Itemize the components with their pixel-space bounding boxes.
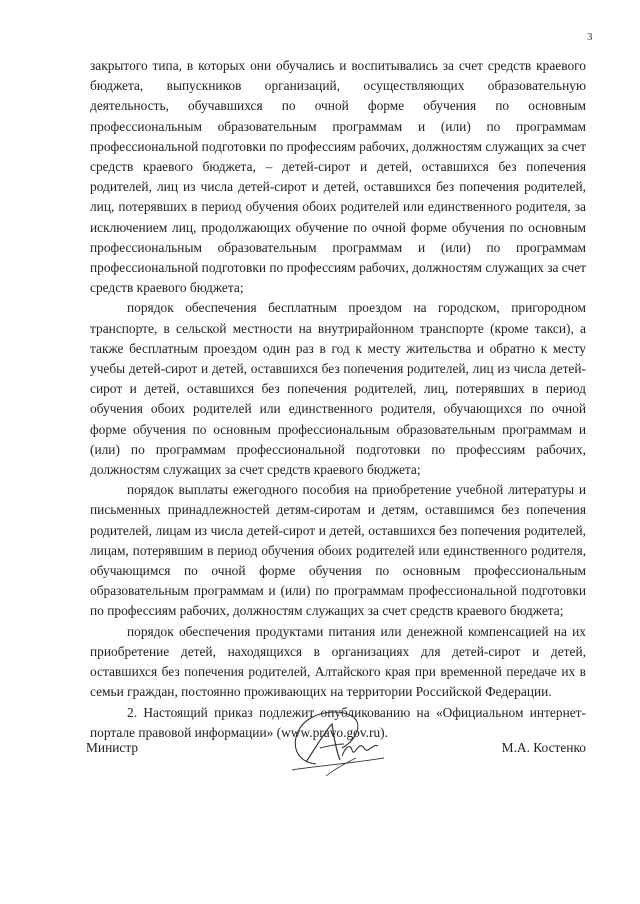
paragraph-free-transport: порядок обеспечения бесплатным проездом на городском, пригородном транспорте, в сельской местности на внутрирайонном транспорте (кроме такси), а также бесплатным проездом один раз в год к месту жительства и обратно к месту учебы детей-сирот и детей, оставшихся без попечения родителей, лиц из числа детей-сирот и детей, оставшихся без попечения родителей, лиц, потерявших в период обучения обоих родителей или единственного родителя, обучающихся по очной форме обучения по основным профессиональным образовательным программам и (или) по программам профессиональной подготовки по профессиям рабочих, должностям служащих за счет средств краевого бюджета; (90, 300, 586, 478)
page-number: 3 (587, 31, 593, 43)
signer-position: Министр (86, 740, 139, 755)
signer-name: М.А. Костенко (501, 740, 586, 755)
paragraph-publication-clause: 2. Настоящий приказ подлежит опубликованию на «Официальном интернет-портале правовой информации» (www.pravo.gov.ru). (90, 704, 586, 740)
paragraph-continuation: закрытого типа, в которых они обучались и воспитывались за счет средств краевого бюджета, выпускников организаций, осуществляющих образовательную деятельность, обучавшихся по очной форме обучения по основным профессиональным образовательным программам и (или) по программам профессиональной подготовки по профессиям рабочих, должностям служащих за счет средств краевого бюджета, – детей-сирот и детей, оставшихся без попечения родителей, лиц из числа детей-сирот и детей, оставшихся без попечения родителей, лиц, потерявших в период обучения обоих родителей или единственного родителя, за исключением лиц, продолжающих обучение по очной форме обучения по основным профессиональным образовательным программам и (или) по программам профессиональной подготовки по профессиям рабочих, должностям служащих за счет средств краевого бюджета; (90, 58, 586, 296)
paragraph-annual-allowance: порядок выплаты ежегодного пособия на приобретение учебной литературы и письменных принадлежностей детям-сиротам и детям, оставшимся без попечения родителей, лицам из числа детей-сирот и детей, оставшихся без попечения родителей, лицам, потерявшим в период обучения обоих родителей или единственного родителя, обучающимся по очной форме обучения по основным профессиональным образовательным программам и (или) по программам профессиональной подготовки по профессиям рабочих, должностям служащих за счет средств краевого бюджета; (90, 482, 586, 619)
handwritten-signature-icon (286, 704, 390, 784)
signature-block (86, 728, 586, 798)
document-body (90, 56, 586, 743)
paragraph-food-provision: порядок обеспечения продуктами питания или денежной компенсацией на их приобретение детей, находящихся в организациях для детей-сирот и детей, оставшихся без попечения родителей, Алтайского края при временной передаче их в семьи граждан, постоянно проживающих на территории Российской Федерации. (90, 623, 586, 700)
